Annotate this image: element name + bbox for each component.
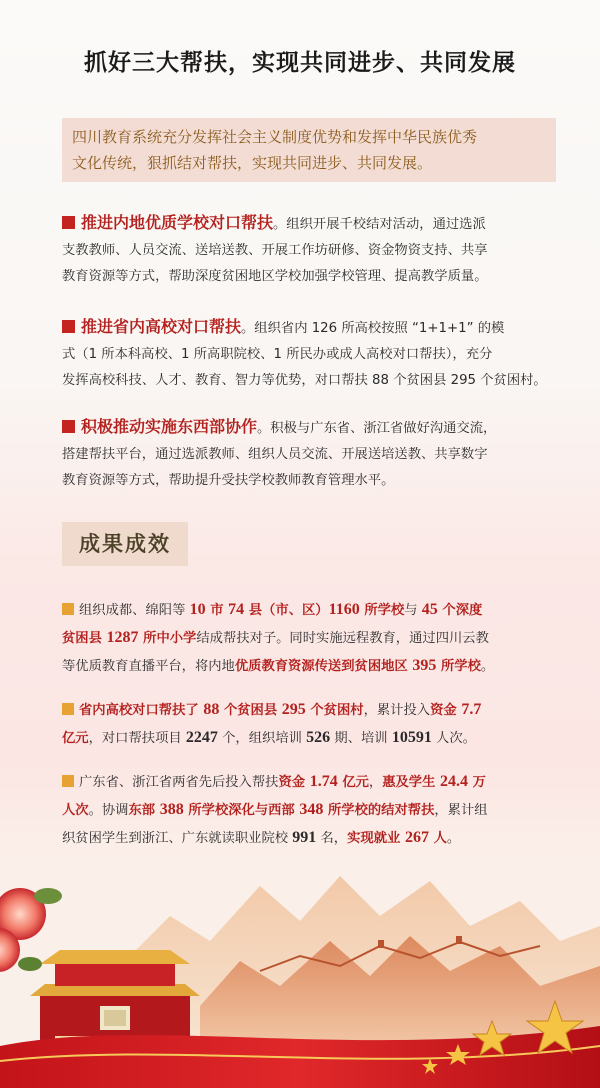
- orange-square-bullet-icon: [62, 603, 74, 615]
- result-highlight: 亿元: [62, 731, 89, 746]
- result-number: 10: [189, 601, 206, 618]
- result-highlight: 东部: [128, 803, 160, 818]
- orange-square-bullet-icon: [62, 703, 74, 715]
- result-text: 。: [480, 659, 495, 674]
- result-highlight: 省内高校对口帮扶了: [79, 703, 204, 718]
- intro-line-2: 文化传统，狠抓结对帮扶，实现共同进步、共同发展。: [72, 154, 433, 172]
- result-text: 与: [404, 603, 422, 618]
- result-text: 。: [446, 831, 461, 846]
- section-text: 。组织省内 126 所高校按照 “1+1+1” 的模: [241, 321, 505, 336]
- result-number: 348: [299, 801, 324, 818]
- result-highlight: 人次: [62, 803, 89, 818]
- intro-line-1: 四川教育系统充分发挥社会主义制度优势和发挥中华民族优秀: [72, 128, 478, 146]
- section-inland-schools: [62, 210, 554, 290]
- result-text: 等优质教育直播平台，将内地: [62, 659, 235, 674]
- result-text: ，累计组: [434, 803, 488, 818]
- result-highlight: 资金: [430, 703, 462, 718]
- page-title: 抓好三大帮扶，实现共同进步、共同发展: [84, 50, 516, 76]
- result-text: 。协调: [88, 803, 129, 818]
- orange-square-bullet-icon: [62, 775, 74, 787]
- section-text: 式（1 所本科高校、1 所高职院校、1 所民办或成人高校对口帮扶），充分: [62, 347, 493, 362]
- result-text: 广东省、浙江省两省先后投入帮扶: [79, 775, 279, 790]
- result-highlight: 惠及学生: [382, 775, 441, 790]
- result-number: 395: [412, 657, 437, 674]
- section-universities: [62, 314, 554, 394]
- result-number: 10591: [391, 729, 432, 746]
- intro-box: [62, 118, 556, 182]
- section-text: 支教教师、人员交流、送培送教、开展工作坊研修、资金物资支持、共享: [62, 243, 488, 258]
- great-wall-mountains-icon: [120, 876, 600, 1056]
- result-paragraph-3: [62, 768, 556, 852]
- result-highlight: 所学校: [359, 603, 405, 618]
- result-highlight: 个深度: [437, 603, 483, 618]
- result-highlight: 市: [205, 603, 229, 618]
- result-highlight: 实现就业: [347, 831, 405, 846]
- result-number: 295: [281, 701, 306, 718]
- result-number: 45: [421, 601, 438, 618]
- result-text: ，累计投入: [363, 703, 431, 718]
- section-east-west: [62, 414, 554, 494]
- result-number: 1160: [328, 601, 360, 618]
- result-highlight: 优质教育资源传送到贫困地区: [234, 659, 413, 674]
- section-text: 搭建帮扶平台，通过选派教师、组织人员交流、开展送培送教、共享数字: [62, 447, 488, 462]
- result-text: 结成帮扶对子。同时实施远程教育，通过四川云教: [196, 631, 489, 646]
- result-number: 88: [203, 701, 220, 718]
- section-text: 。组织开展千校结对活动，通过选派: [273, 217, 486, 232]
- results-label: 成果成效: [62, 522, 188, 566]
- result-highlight: 所中小学: [138, 631, 197, 646]
- result-highlight: 资金: [278, 775, 310, 790]
- result-number: 2247: [185, 729, 218, 746]
- section-text: 。积极与广东省、浙江省做好沟通交流，: [257, 421, 497, 436]
- result-number: 1.74: [309, 773, 338, 790]
- result-text: 织贫困学生到浙江、广东就读职业院校: [62, 831, 293, 846]
- result-highlight: 所学校深化与西部: [183, 803, 300, 818]
- section-heading: 推进省内高校对口帮扶: [81, 317, 242, 336]
- section-text: 教育资源等方式，帮助深度贫困地区学校加强学校管理、提高教学质量。: [62, 269, 488, 284]
- result-number: 526: [306, 729, 331, 746]
- result-paragraph-2: [62, 696, 556, 752]
- result-paragraph-1: [62, 596, 556, 680]
- result-text: 名，: [316, 831, 348, 846]
- decorative-scene: [0, 846, 600, 1088]
- result-number: 991: [292, 829, 317, 846]
- result-number: 1287: [106, 629, 139, 646]
- section-text: 发挥高校科技、人才、教育、智力等优势，对口帮扶 88 个贫困县 295 个贫困村。: [62, 373, 547, 388]
- result-number: 7.7: [461, 701, 482, 718]
- result-number: 24.4: [440, 773, 469, 790]
- result-highlight: 所学校: [436, 659, 481, 674]
- result-highlight: 所学校的结对帮扶: [323, 803, 435, 818]
- result-text: 期、培训: [330, 731, 392, 746]
- red-square-bullet-icon: [62, 216, 75, 229]
- result-highlight: 亿元: [337, 775, 369, 790]
- result-highlight: 个贫困县: [219, 703, 282, 718]
- section-heading: 积极推动实施东西部协作: [81, 417, 258, 436]
- result-text: 组织成都、绵阳等: [79, 603, 190, 618]
- red-square-bullet-icon: [62, 320, 75, 333]
- result-text: ，: [368, 775, 383, 790]
- result-text: 个，组织培训: [217, 731, 307, 746]
- result-highlight: 县（市、区）: [244, 603, 329, 618]
- result-number: 267: [404, 829, 429, 846]
- red-square-bullet-icon: [62, 420, 75, 433]
- result-highlight: 人: [428, 831, 447, 846]
- result-highlight: 贫困县: [62, 631, 107, 646]
- section-heading: 推进内地优质学校对口帮扶: [81, 213, 274, 232]
- result-number: 74: [228, 601, 245, 618]
- result-highlight: 个贫困村: [305, 703, 364, 718]
- result-number: 388: [159, 801, 184, 818]
- section-text: 教育资源等方式，帮助提升受扶学校教师教育管理水平。: [62, 473, 395, 488]
- result-text: ，对口帮扶项目: [88, 731, 186, 746]
- result-highlight: 万: [468, 775, 486, 790]
- result-text: 人次。: [431, 731, 476, 746]
